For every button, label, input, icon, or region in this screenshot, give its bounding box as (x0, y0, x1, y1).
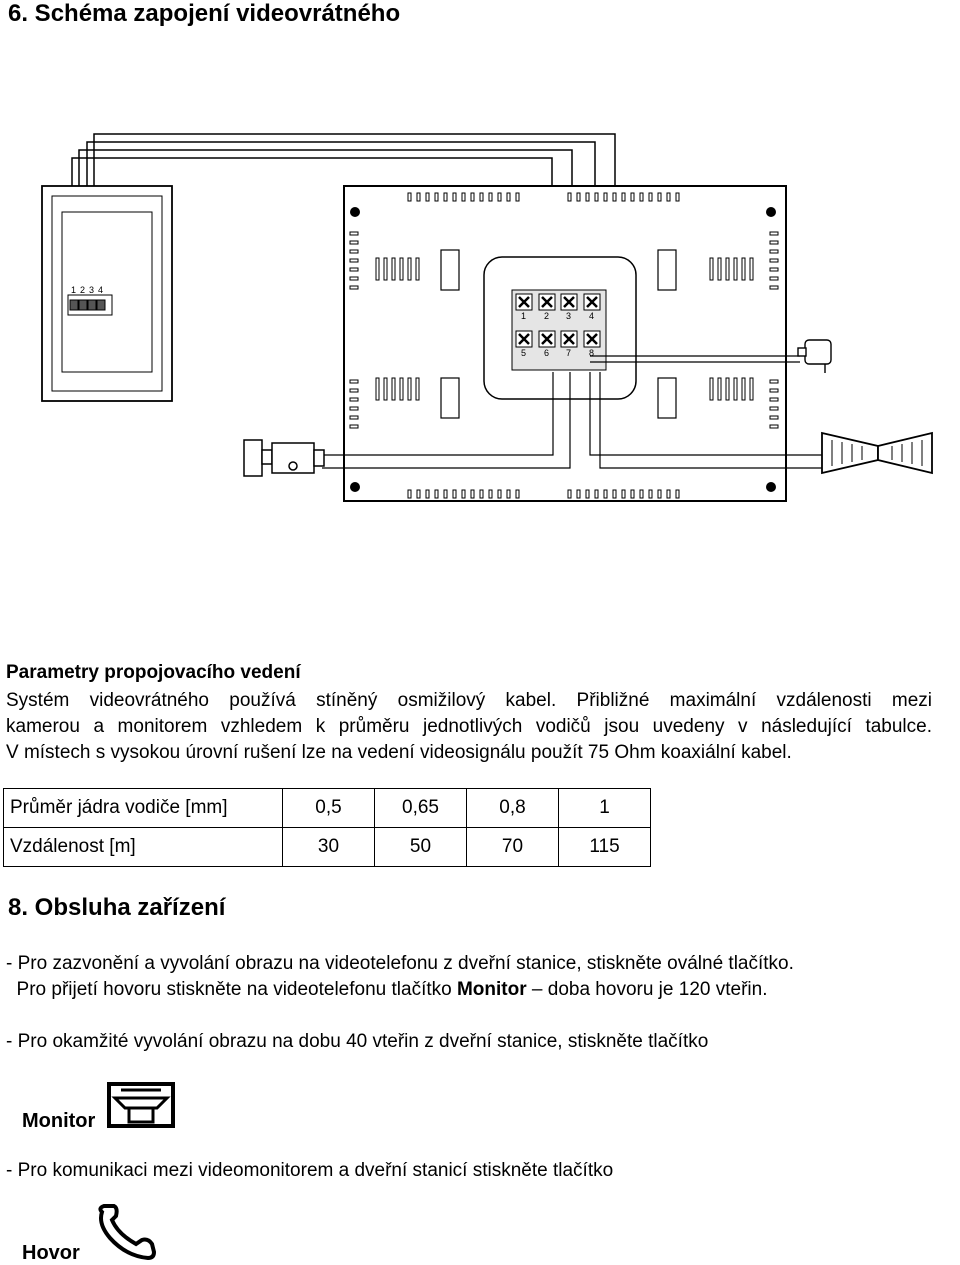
vent-slot (742, 258, 745, 280)
vent-slot (350, 286, 358, 289)
electric-lock-icon (244, 440, 324, 476)
vent-slot (435, 193, 438, 201)
vent-slot (444, 490, 447, 498)
vent-slot (516, 193, 519, 201)
vent-slot (507, 193, 510, 201)
vent-slot (350, 241, 358, 244)
vent-slot (750, 258, 753, 280)
vent-slot (350, 380, 358, 383)
monitor-unit (344, 186, 786, 501)
vent-slot (471, 193, 474, 201)
operation-item-3: - Pro komunikaci mezi videomonitorem a dveřní stanicí stiskněte tlačítko (6, 1160, 614, 1181)
vent-slot (770, 380, 778, 383)
camera-terminal-label: 1 (71, 285, 77, 295)
vent-slot (350, 407, 358, 410)
vent-slot (742, 378, 745, 400)
vent-slot (586, 193, 589, 201)
vent-slot (726, 258, 729, 280)
vent-slot (498, 193, 501, 201)
vent-slot (631, 490, 634, 498)
wiring-diagram (0, 120, 960, 580)
table-cell: 0,8 (467, 789, 559, 828)
vent-slot (676, 193, 679, 201)
vent-slot (595, 490, 598, 498)
vent-slot (640, 490, 643, 498)
vent-slot (613, 193, 616, 201)
vent-slot (770, 277, 778, 280)
table-cell: 1 (559, 789, 651, 828)
vent-slot (734, 378, 737, 400)
vent-slot (726, 378, 729, 400)
vent-slot (676, 490, 679, 498)
table-cell: Průměr jádra vodiče [mm] (4, 789, 283, 828)
vent-slot (640, 193, 643, 201)
power-adapter-icon (798, 340, 831, 373)
table-row (4, 789, 651, 828)
vent-slot (417, 193, 420, 201)
vent-slot (577, 490, 580, 498)
vent-slot (453, 490, 456, 498)
terminal-number: 4 (589, 311, 595, 321)
vent-slot (770, 398, 778, 401)
vent-slot (595, 193, 598, 201)
vent-slot (770, 268, 778, 271)
vent-slot (770, 407, 778, 410)
camera-terminal-label: 2 (80, 285, 86, 295)
vent-slot (489, 490, 492, 498)
vent-slot (710, 258, 713, 280)
terminal-number: 5 (521, 348, 527, 358)
vent-slot (350, 259, 358, 262)
table-row (4, 828, 651, 867)
vent-slot (734, 258, 737, 280)
section-6-title: 6. Schéma zapojení videovrátného (8, 0, 401, 27)
operation-item-1-line-2 (6, 979, 767, 1001)
vent-slot (408, 193, 411, 201)
vent-slot (750, 378, 753, 400)
vent-slot (613, 490, 616, 498)
cable-text-line-1: Systém videovrátného používá stíněný osmižilový kabel. Přibližné maximální vzdálenosti mezi (6, 690, 932, 711)
vent-slot (350, 232, 358, 235)
vent-slot (408, 258, 411, 280)
vent-slot (568, 193, 571, 201)
vent-slot (416, 378, 419, 400)
vent-slot (400, 258, 403, 280)
vent-slot (462, 490, 465, 498)
table-cell: Vzdálenost [m] (4, 828, 283, 867)
door-opener-icon (822, 433, 932, 473)
monitor-button-label: Monitor (22, 1110, 96, 1132)
vent-slot (667, 193, 670, 201)
handset-icon (96, 1204, 158, 1260)
vent-slot (426, 490, 429, 498)
vent-slot (770, 232, 778, 235)
vent-slot (658, 193, 661, 201)
vent-slot (658, 490, 661, 498)
terminal-number: 1 (521, 311, 527, 321)
cable-table (3, 788, 651, 867)
terminal-number: 6 (544, 348, 550, 358)
vent-slot (376, 258, 379, 280)
vent-slot (649, 193, 652, 201)
vent-slot (622, 490, 625, 498)
vent-slot (770, 416, 778, 419)
vent-slot (718, 378, 721, 400)
vent-slot (408, 378, 411, 400)
operation-item-2: - Pro okamžité vyvolání obrazu na dobu 40 vteřin z dveřní stanice, stiskněte tlačítko (6, 1031, 709, 1052)
vent-slot (718, 258, 721, 280)
vent-slot (631, 193, 634, 201)
operation-text: – doba hovoru je 120 vteřin. (526, 979, 768, 1000)
terminal-number: 7 (566, 348, 572, 358)
vent-slot (577, 193, 580, 201)
vent-slot (480, 193, 483, 201)
vent-slot (604, 193, 607, 201)
vent-slot (350, 389, 358, 392)
operation-text: Pro přijetí hovoru stiskněte na videotelefonu tlačítko (6, 979, 457, 1000)
vent-slot (480, 490, 483, 498)
door-camera-unit (42, 186, 172, 401)
monitor-button-icon (107, 1082, 175, 1128)
terminal-number: 2 (544, 311, 550, 321)
vent-slot (350, 398, 358, 401)
vent-slot (649, 490, 652, 498)
vent-slot (392, 378, 395, 400)
table-cell: 0,65 (375, 789, 467, 828)
vent-slot (453, 193, 456, 201)
cable-parameters-heading: Parametry propojovacího vedení (6, 662, 301, 683)
vent-slot (376, 378, 379, 400)
vent-slot (462, 193, 465, 201)
table-cell: 115 (559, 828, 651, 867)
terminal-number: 3 (566, 311, 572, 321)
vent-slot (350, 425, 358, 428)
vent-slot (471, 490, 474, 498)
vent-slot (350, 416, 358, 419)
vent-slot (507, 490, 510, 498)
vent-slot (384, 378, 387, 400)
vent-slot (667, 490, 670, 498)
table-cell: 0,5 (283, 789, 375, 828)
cable-text-line-3: V místech s vysokou úrovní rušení lze na vedení videosignálu použít 75 Ohm koaxiální kabel. (6, 742, 792, 763)
vent-slot (516, 490, 519, 498)
vent-slot (392, 258, 395, 280)
vent-slot (770, 389, 778, 392)
vent-slot (770, 241, 778, 244)
vent-slot (400, 378, 403, 400)
section-8-title: 8. Obsluha zařízení (8, 894, 226, 921)
vent-slot (426, 193, 429, 201)
vent-slot (435, 490, 438, 498)
cable-text-line-2: kamerou a monitorem vzhledem k průměru jednotlivých vodičů jsou uvedeny v následující tabulce. (6, 716, 932, 737)
vent-slot (417, 490, 420, 498)
vent-slot (350, 268, 358, 271)
table-cell: 70 (467, 828, 559, 867)
terminal-number: 8 (589, 348, 595, 358)
monitor-keyword: Monitor (456, 979, 527, 1000)
vent-slot (444, 193, 447, 201)
vent-slot (416, 258, 419, 280)
vent-slot (604, 490, 607, 498)
vent-slot (770, 425, 778, 428)
vent-slot (498, 490, 501, 498)
operation-item-1-line-1: - Pro zazvonění a vyvolání obrazu na videotelefonu z dveřní stanice, stiskněte oválné tlačítko. (6, 953, 794, 974)
hovor-button-label: Hovor (22, 1242, 80, 1264)
table-cell: 30 (283, 828, 375, 867)
table-cell: 50 (375, 828, 467, 867)
vent-slot (568, 490, 571, 498)
vent-slot (586, 490, 589, 498)
vent-slot (489, 193, 492, 201)
vent-slot (384, 258, 387, 280)
vent-slot (408, 490, 411, 498)
vent-slot (622, 193, 625, 201)
vent-slot (350, 250, 358, 253)
camera-terminal-label: 4 (98, 285, 104, 295)
camera-terminal-label: 3 (89, 285, 95, 295)
vent-slot (770, 259, 778, 262)
vent-slot (770, 250, 778, 253)
vent-slot (350, 277, 358, 280)
vent-slot (710, 378, 713, 400)
vent-slot (770, 286, 778, 289)
